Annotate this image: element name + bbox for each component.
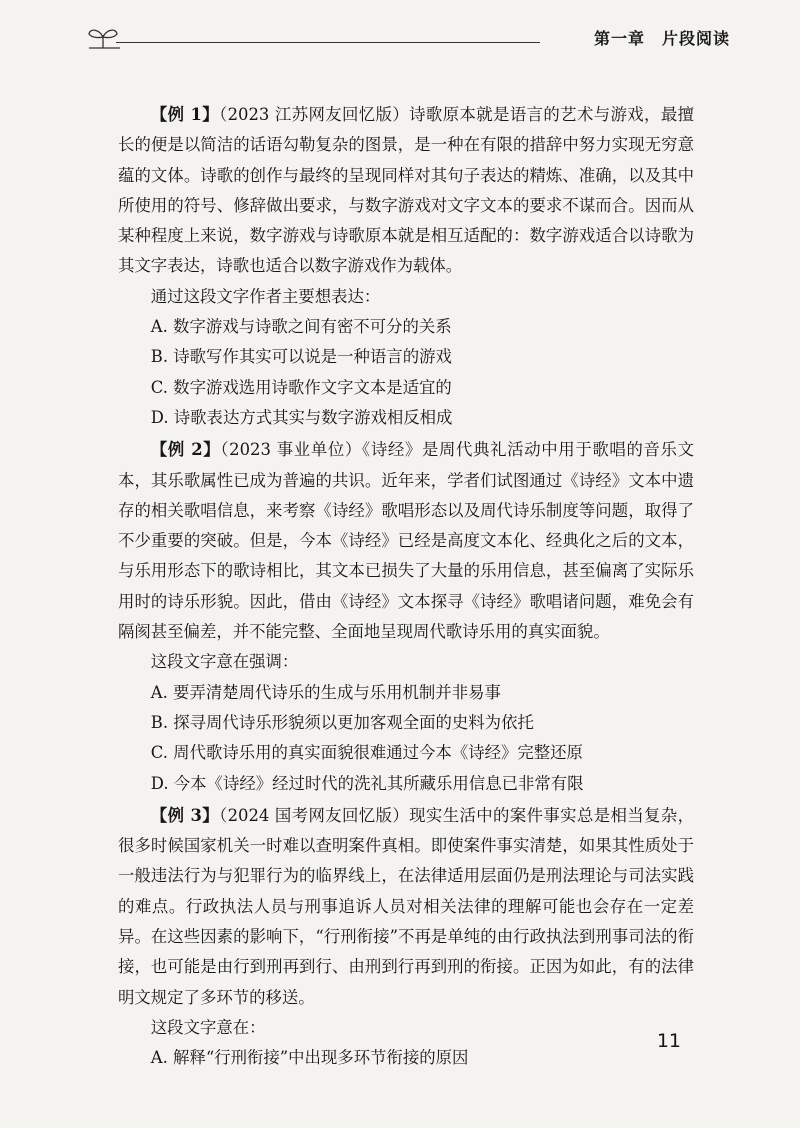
example-3-option-a: A. 解释“行刑衔接”中出现多环节衔接的原因 bbox=[150, 1048, 469, 1068]
example-2-tag: 【例 2】 bbox=[150, 440, 221, 460]
example-3-source: （2024 国考网友回忆版） bbox=[219, 805, 410, 825]
example-3-text: 现实生活中的案件事实总是相当复杂，很多时候国家机关一时难以查明案件真相。即使案件事实清楚，如果其性质处于一般违法行为与犯罪行为的临界线上，在法律适用层面仍是刑法理论与司法实践的难点。行政执法人员与刑事追诉人员对相关法律的理解可能也会存在一定差异。在这些因素的影响下，“行刑衔接”不再是单纯的由行政执法到刑事司法的衔接，也可能是由行到刑再到行、由刑到行再到刑的衔接。正因为如此，有的法律明文规定了多环节的移送。 bbox=[118, 805, 694, 1007]
example-2-option-a: A. 要弄清楚周代诗乐的生成与乐用机制并非易事 bbox=[150, 682, 501, 702]
example-1-passage bbox=[118, 100, 694, 282]
example-2-passage bbox=[118, 435, 694, 647]
example-2-option-d: D. 今本《诗经》经过时代的洗礼其所藏乐用信息已非常有限 bbox=[150, 773, 584, 793]
example-3-passage bbox=[118, 801, 694, 1013]
page-content bbox=[118, 98, 694, 1074]
example-1-source: （2023 江苏网友回忆版） bbox=[219, 105, 410, 124]
example-1-option-b: B. 诗歌写作其实可以说是一种语言的游戏 bbox=[150, 347, 452, 367]
chapter-title: 第一章 片段阅读 bbox=[593, 29, 730, 48]
example-2-option-c: C. 周代歌诗乐用的真实面貌很难通过今本《诗经》完整还原 bbox=[150, 743, 583, 763]
example-2 bbox=[118, 435, 694, 799]
example-1-text: 诗歌原本就是语言的艺术与游戏，最擅长的便是以简洁的话语勾勒复杂的图景，是一种在有限的措辞中努力实现无穷意蕴的文体。诗歌的创作与最终的呈现同样对其句子表达的精炼、准确，以及其中所使用的符号、修辞做出要求，与数字游戏对文字文本的要求不谋而合。因而从某种程度上来说，数字游戏与诗歌原本就是相互适配的：数字游戏适合以诗歌为其文字表达，诗歌也适合以数字游戏作为载体。 bbox=[118, 105, 694, 276]
example-2-text: 《诗经》是周代典礼活动中用于歌唱的音乐文本，其乐歌属性已成为普遍的共识。近年来，学者们试图通过《诗经》文本中遗存的相关歌唱信息，来考察《诗经》歌唱形态以及周代诗乐制度等问题，取得了不少重要的突破。但是，今本《诗经》已经是高度文本化、经典化之后的文本，与乐用形态下的歌诗相比，其文本已损失了大量的乐用信息，甚至偏离了实际乐用时的诗乐形貌。因此，借由《诗经》文本探寻《诗经》歌唱诸问题，难免会有隔阂甚至偏差，并不能完整、全面地呈现周代歌诗乐用的真实面貌。 bbox=[118, 440, 694, 642]
example-1-option-a: A. 数字游戏与诗歌之间有密不可分的关系 bbox=[150, 317, 452, 337]
example-2-source: （2023 事业单位） bbox=[220, 440, 362, 460]
example-1-option-d: D. 诗歌表达方式其实与数字游戏相反相成 bbox=[150, 407, 453, 427]
example-3-question: 这段文字意在： bbox=[150, 1017, 266, 1037]
example-3-tag: 【例 3】 bbox=[150, 805, 220, 825]
leaf-sprout-icon bbox=[86, 26, 120, 50]
example-1-option-c: C. 数字游戏选用诗歌作文字文本是适宜的 bbox=[150, 377, 452, 397]
example-1 bbox=[118, 100, 694, 433]
page-number: 11 bbox=[656, 1030, 681, 1052]
header-rule bbox=[116, 42, 540, 43]
example-1-tag: 【例 1】 bbox=[150, 105, 220, 124]
example-3 bbox=[118, 801, 694, 1074]
example-2-question: 这段文字意在强调： bbox=[150, 652, 299, 672]
example-2-option-b: B. 探寻周代诗乐形貌须以更加客观全面的史料为依托 bbox=[150, 712, 534, 732]
page-header bbox=[72, 20, 730, 54]
example-1-question: 通过这段文字作者主要想表达： bbox=[150, 286, 381, 306]
